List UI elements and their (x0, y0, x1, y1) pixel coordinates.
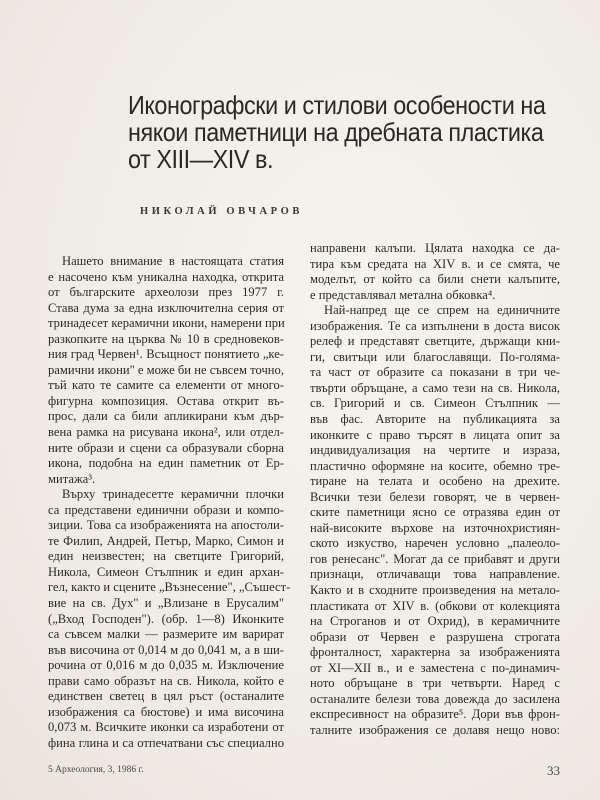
text-line: ните образи и сцени са образували сборна (48, 440, 284, 455)
text-line: са представени единични образи и компо- (48, 502, 284, 517)
text-line: талните изображения се долавя нещо ново: (310, 722, 560, 737)
title-line: Иконографски и стилови особености на (128, 90, 546, 120)
text-line: останалите белези това довежда до засилена (310, 691, 560, 706)
text-line: пластично оформяне на косите, обемно тре- (310, 458, 560, 473)
text-line: изображения. Те са изпълнени в доста висок (310, 318, 560, 333)
text-line: на Строганов и от Охрид), в керамичните (310, 614, 560, 629)
text-line: св. Григорий и св. Симеон Стълпник — (310, 396, 560, 411)
text-line: ното обръщане в три четвърти. Наред с (310, 676, 560, 691)
text-line: единствен светец в цял ръст (останалите (48, 689, 284, 704)
text-line: признаци, отличаващи това направление. (310, 567, 560, 582)
text-line: ските паметници ясно се отразява един от (310, 505, 560, 520)
text-line: е насочено към уникална находка, открита (48, 269, 284, 284)
text-line: образи от Червен е разрушена строгата (310, 629, 560, 644)
text-line: Става дума за една изключителна серия от (48, 300, 284, 315)
text-line: зиции. Това са изображенията на апостоли- (48, 518, 284, 533)
text-line: релеф и представят светците, държащи кни- (310, 334, 560, 349)
page-number: 33 (547, 763, 560, 778)
title-line: от XIII—XIV в. (128, 144, 274, 174)
text-line: тира към средата на XIV в. и се смята, че (310, 256, 560, 271)
text-line: във височина от 0,014 м до 0,041 м, а в ши- (48, 642, 284, 657)
text-line: Нашето внимание в настоящата статия (62, 254, 284, 268)
text-line: гел, както и сцените „Възнесение", „Съшест- (48, 580, 291, 595)
text-line: те Филип, Андрей, Петър, Марко, Симон и (48, 533, 284, 548)
text-line: Както и в сходните произведения на метало- (310, 583, 560, 598)
text-line: 0,073 м. Всичките иконки са изработени от (48, 720, 284, 735)
text-line: е представлявал метална обковка⁴. (310, 287, 496, 302)
right-text-column (310, 241, 560, 739)
text-line: индивидуализация на чертите и израза, (310, 443, 560, 458)
text-line: вие на св. Дух" и „Влизане в Ерусалим" (48, 596, 284, 611)
text-line: ния град Червен¹. Всъщност понятието „ке- (48, 347, 284, 362)
text-line: фигурна композиция. Остава открит въ- (48, 393, 284, 408)
text-line: ги, свитъци или благославящи. По-голяма- (310, 349, 560, 364)
text-line: най-високите върхове на източнохристиян- (310, 520, 560, 535)
text-line: Никола, Симеон Стълпник и един архан- (48, 564, 284, 579)
text-line: фронталност, характерна за изображенията (310, 645, 560, 660)
text-line: направени калъпи. Цялата находка се да- (310, 241, 560, 255)
text-line: прави само образът на св. Никола, който е (48, 673, 284, 688)
text-line: митажа³. (48, 471, 96, 486)
text-line: („Вход Господен"). (обр. 1—8) Иконките (48, 611, 284, 626)
author-name: НИКОЛАЙ ОВЧАРОВ (140, 206, 303, 217)
text-line: вена рамка на рисувана икона², или отдел- (48, 425, 284, 440)
text-line: моделът, от който са били снети калъпите, (310, 272, 560, 287)
text-line: изображения са бюстове) и има височина (48, 704, 284, 719)
text-line: от българските археолози през 1977 г. (48, 285, 284, 300)
text-line: експресивност на образите⁵. Дори във фрон- (310, 707, 560, 722)
text-line: та част от образите са показани в три че- (310, 365, 560, 380)
text-line: рочина от 0,016 м до 0,035 м. Изключение (48, 658, 284, 673)
text-line: икона, подобна на един паметник от Ер- (48, 456, 284, 471)
title-line: някои паметници на дребната пластика (128, 117, 544, 147)
text-line: тиране на телата и особено на дрехите. (310, 474, 560, 489)
text-line: прос, дали са били апликирани към дър- (48, 409, 284, 424)
text-line: гов ренесанс". Могат да се прибавят и други (310, 551, 560, 566)
text-line: един неизвестен; на светците Григорий, (48, 549, 284, 564)
text-line: фина глина и са отпечатвани със специално (48, 735, 284, 750)
left-text-column (48, 254, 291, 752)
text-line: иконките с право търсят в лицата опит за (310, 427, 560, 442)
text-line: са съвсем малки — размерите им варират (48, 627, 284, 642)
text-line: тъй като те самите са елементи от много- (48, 378, 284, 393)
text-line: от XI—XII в., и е заместена с по-динамич- (310, 660, 560, 675)
footer-journal-citation: 5 Археология, 3, 1986 г. (48, 765, 144, 775)
text-line: пластиката от XIV в. (обкови от колекцията (310, 598, 560, 613)
text-line: тринадесет керамични икони, намерени при (48, 316, 285, 331)
text-line: Върху тринадесетте керамични плочки (62, 487, 284, 502)
text-line: твърти обръщане, а само тези на св. Никола, (310, 380, 560, 395)
text-line: разкопките на църква № 10 в средновеков- (48, 331, 284, 346)
text-line: Всички тези белези говорят, че в червен- (310, 489, 560, 504)
text-line: рамични икони" е може би не съвсем точно, (48, 362, 284, 377)
text-line: Най-напред ще се спрем на единичните (324, 303, 560, 318)
text-line: във фас. Авторите на публикацията за (310, 412, 560, 427)
text-line: ското изкуство, наречен условно „палеоло- (310, 536, 560, 551)
article-title (128, 90, 546, 174)
